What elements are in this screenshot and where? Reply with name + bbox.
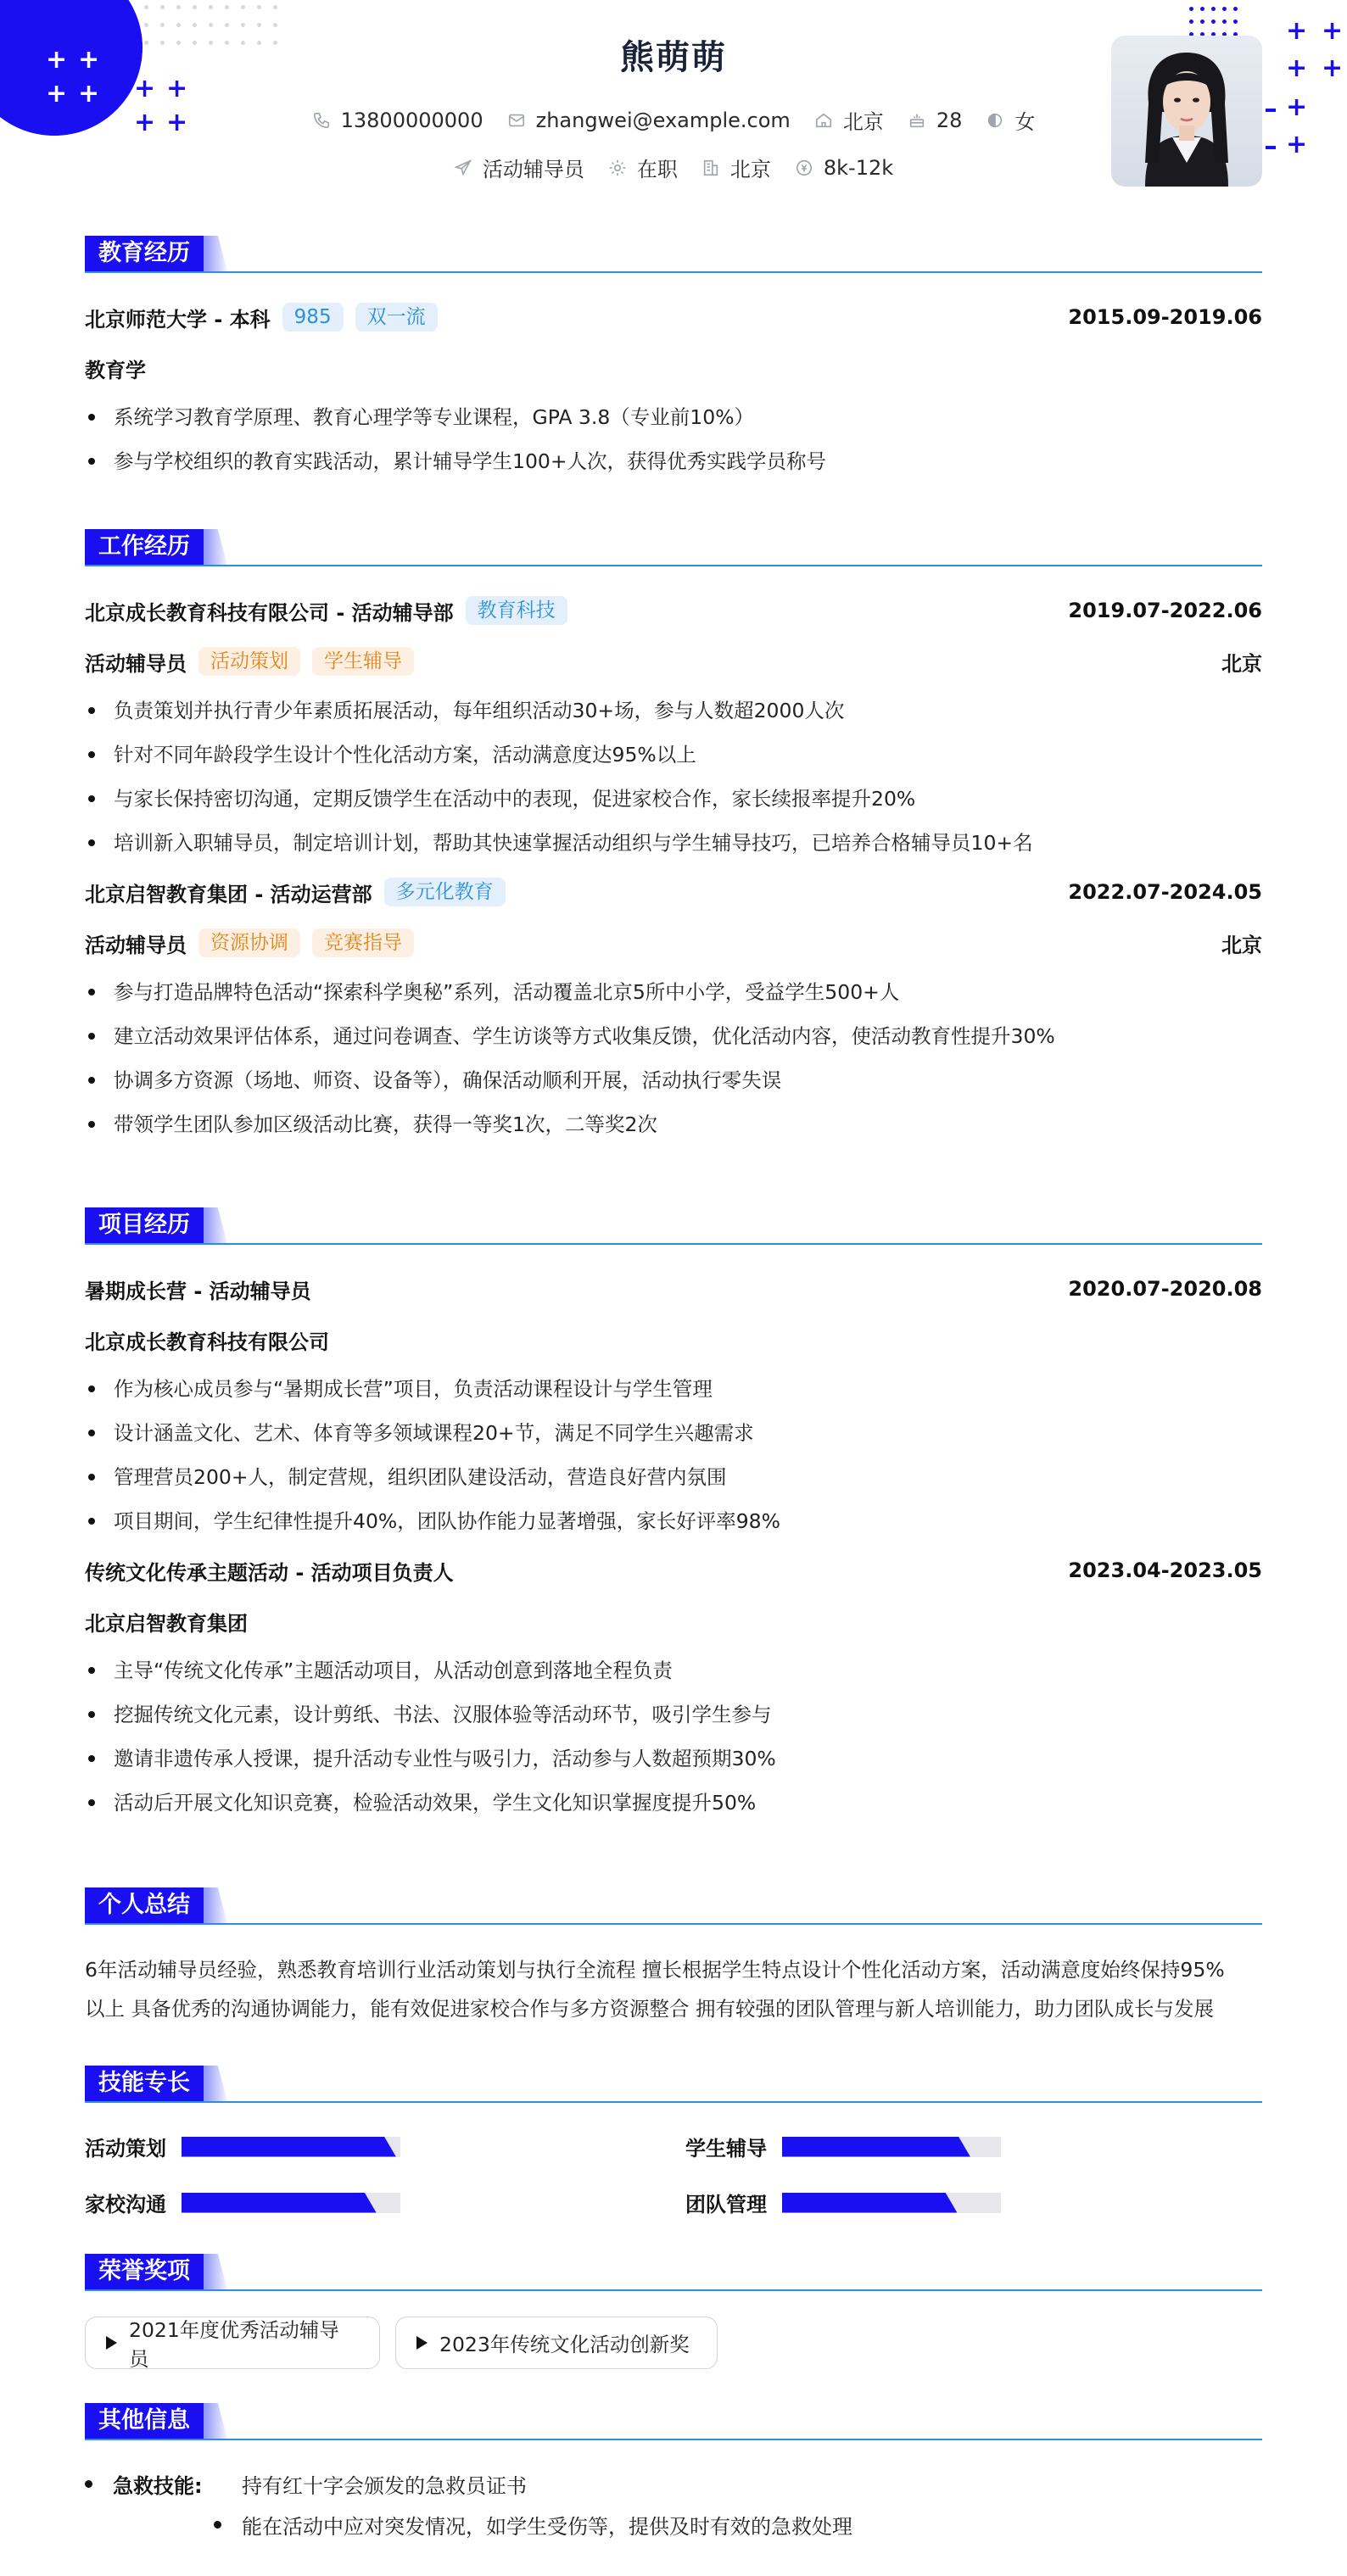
skill-name: 家校沟通 bbox=[85, 2193, 166, 2216]
dot-decoration bbox=[160, 5, 165, 9]
section-divider bbox=[85, 271, 1262, 273]
bullet-dot bbox=[214, 2521, 221, 2529]
dash-decoration bbox=[1266, 146, 1276, 149]
list-item: 针对不同年龄段学生设计个性化活动方案，活动满意度达95%以上 bbox=[85, 733, 1262, 777]
job-period: 2022.07-2024.05 bbox=[1068, 880, 1262, 904]
other-info-value: 持有红十字会颁发的急救员证书 bbox=[242, 2474, 527, 2498]
company-name: 北京启智教育集团 - 活动运营部 bbox=[85, 882, 372, 906]
list-item: 负责策划并执行青少年素质拓展活动，每年组织活动30+场，参与人数超2000人次 bbox=[85, 689, 1262, 733]
job-location: 北京 bbox=[1221, 933, 1262, 957]
play-icon bbox=[106, 2336, 117, 2350]
award-item bbox=[85, 2317, 380, 2369]
award-item bbox=[395, 2317, 718, 2369]
list-item: 带领学生团队参加区级活动比赛，获得一等奖1次，二等奖2次 bbox=[85, 1102, 1262, 1146]
profile-photo bbox=[1111, 36, 1262, 187]
job-details bbox=[85, 689, 1262, 865]
dot-decoration bbox=[241, 23, 245, 27]
job-role: 活动辅导员 bbox=[85, 651, 187, 676]
section-title-tail bbox=[204, 2066, 227, 2101]
dot-decoration bbox=[1233, 7, 1238, 11]
list-item: 建立活动效果评估体系，通过问卷调查、学生访谈等方式收集反馈，优化活动内容，使活动教育性提升30% bbox=[85, 1014, 1262, 1058]
project-name: 暑期成长营 - 活动辅导员 bbox=[85, 1279, 311, 1303]
section-title: 技能专长 bbox=[85, 2066, 204, 2101]
dot-decoration bbox=[1222, 7, 1227, 11]
gear-icon bbox=[608, 159, 627, 177]
other-info-key: 急救技能: bbox=[113, 2474, 203, 2498]
dot-decoration bbox=[257, 5, 261, 9]
phone-text: 13800000000 bbox=[340, 108, 483, 132]
section-title-tail bbox=[204, 1887, 227, 1923]
status-text: 在职 bbox=[636, 158, 678, 181]
plus-decoration: + bbox=[1286, 92, 1308, 122]
section-title: 荣誉奖项 bbox=[85, 2254, 204, 2289]
dot-decoration bbox=[193, 5, 197, 9]
skill-name: 学生辅导 bbox=[685, 2137, 767, 2161]
dot-decoration bbox=[1211, 20, 1216, 24]
section-title-tail bbox=[204, 236, 227, 271]
skill-bar bbox=[182, 2193, 400, 2213]
skill-bar-fill bbox=[182, 2137, 396, 2157]
plus-decoration: + bbox=[134, 74, 156, 103]
section-title-tail bbox=[204, 2254, 227, 2289]
phone-icon bbox=[312, 111, 331, 130]
dot-decoration bbox=[1211, 7, 1216, 11]
summary-line: 以上 具备优秀的沟通协调能力，能有效促进家校合作与多方资源整合 拥有较强的团队管理与新人培训能力，助力团队成长与发展 bbox=[85, 1997, 1214, 2021]
dot-decoration bbox=[160, 23, 165, 27]
email-text: zhangwei@example.com bbox=[535, 108, 791, 132]
list-item: 培训新入职辅导员，制定培训计划，帮助其快速掌握活动组织与学生辅导技巧，已培养合格辅导员10+名 bbox=[85, 821, 1262, 865]
section-header bbox=[85, 1887, 1262, 1925]
target-city-info bbox=[701, 153, 771, 182]
list-item: 与家长保持密切沟通，定期反馈学生在活动中的表现，促进家校合作，家长续报率提升20% bbox=[85, 777, 1262, 821]
list-item: 活动后开展文化知识竞赛，检验活动效果，学生文化知识掌握度提升50% bbox=[85, 1781, 1262, 1825]
job-role-row bbox=[85, 646, 1262, 677]
summary-section bbox=[85, 1887, 1262, 2028]
skill-bar-fill bbox=[782, 2193, 957, 2213]
project-org: 北京启智教育集团 bbox=[85, 1611, 248, 1636]
company-name: 北京成长教育科技有限公司 - 活动辅导部 bbox=[85, 600, 454, 625]
mail-icon bbox=[507, 111, 526, 130]
section-title: 工作经历 bbox=[85, 529, 204, 565]
other-info-row bbox=[214, 2510, 852, 2540]
role-tag: 活动策划 bbox=[198, 647, 300, 676]
skill-bar bbox=[782, 2137, 1001, 2157]
section-divider bbox=[85, 1923, 1262, 1925]
section-title-tail bbox=[204, 529, 227, 565]
job-details bbox=[85, 970, 1262, 1146]
section-header bbox=[85, 236, 1262, 273]
gender-text: 女 bbox=[1014, 110, 1036, 134]
job-role-row bbox=[85, 928, 1262, 958]
project-entry-header bbox=[85, 1274, 1262, 1304]
project-org-row bbox=[85, 1324, 1262, 1355]
dot-decoration bbox=[1222, 20, 1227, 24]
other-section bbox=[85, 2403, 1262, 2547]
plus-decoration: + bbox=[1286, 53, 1308, 83]
section-divider bbox=[85, 2101, 1262, 2103]
dot-decoration bbox=[176, 5, 181, 9]
dot-decoration bbox=[1200, 20, 1204, 24]
email-info bbox=[507, 109, 791, 132]
list-item: 挖掘传统文化元素，设计剪纸、书法、汉服体验等活动环节，吸引学生参与 bbox=[85, 1692, 1262, 1737]
section-title-tail bbox=[204, 1207, 227, 1243]
dot-decoration bbox=[1189, 7, 1193, 11]
section-header bbox=[85, 2403, 1262, 2440]
city-text: 北京 bbox=[842, 110, 884, 134]
section-divider bbox=[85, 565, 1262, 566]
dot-decoration bbox=[1233, 20, 1238, 24]
section-header bbox=[85, 2066, 1262, 2103]
role-tag: 资源协调 bbox=[198, 928, 300, 957]
project-org-row bbox=[85, 1606, 1262, 1636]
list-item: 邀请非遗传承人授课，提升活动专业性与吸引力，活动参与人数超预期30% bbox=[85, 1737, 1262, 1781]
education-section bbox=[85, 236, 1262, 483]
dot-decoration bbox=[273, 23, 277, 27]
project-org: 北京成长教育科技有限公司 bbox=[85, 1330, 329, 1354]
awards-section bbox=[85, 2254, 1262, 2372]
skill-bar bbox=[782, 2193, 1001, 2213]
section-header bbox=[85, 529, 1262, 566]
age-text: 28 bbox=[936, 108, 963, 132]
coin-icon bbox=[795, 159, 813, 177]
dot-decoration bbox=[209, 5, 213, 9]
plus-decoration: + bbox=[46, 45, 68, 75]
skill-name: 活动策划 bbox=[85, 2137, 166, 2161]
skill-item bbox=[85, 2188, 400, 2217]
dot-decoration bbox=[144, 5, 148, 9]
gender-info bbox=[986, 105, 1035, 135]
section-title: 教育经历 bbox=[85, 236, 204, 271]
list-item: 协调多方资源（场地、师资、设备等），确保活动顺利开展，活动执行零失误 bbox=[85, 1058, 1262, 1102]
project-name: 传统文化传承主题活动 - 活动项目负责人 bbox=[85, 1560, 454, 1585]
plus-decoration: + bbox=[1322, 53, 1344, 83]
role-tag: 学生辅导 bbox=[312, 647, 414, 676]
job-entry-header bbox=[85, 877, 1262, 907]
projects-section bbox=[85, 1207, 1262, 1825]
section-header bbox=[85, 1207, 1262, 1245]
status-info bbox=[608, 153, 678, 182]
dot-decoration bbox=[225, 5, 229, 9]
company-tag: 多元化教育 bbox=[384, 878, 506, 906]
other-info-row bbox=[85, 2469, 527, 2499]
send-icon bbox=[454, 159, 472, 177]
home-icon bbox=[814, 111, 833, 130]
phone-info bbox=[312, 109, 483, 132]
age-info bbox=[908, 109, 963, 132]
major-name: 教育学 bbox=[85, 358, 146, 382]
list-item: 设计涵盖文化、艺术、体育等多领域课程20+节，满足不同学生兴趣需求 bbox=[85, 1411, 1262, 1455]
school-tag: 双一流 bbox=[355, 303, 438, 332]
plus-decoration: + bbox=[1322, 16, 1344, 46]
dot-decoration bbox=[176, 23, 181, 27]
dot-decoration bbox=[144, 23, 148, 27]
section-divider bbox=[85, 2439, 1262, 2440]
list-item: 作为核心成员参与“暑期成长营”项目，负责活动课程设计与学生管理 bbox=[85, 1367, 1262, 1411]
work-section bbox=[85, 529, 1262, 1146]
section-title: 项目经历 bbox=[85, 1207, 204, 1243]
section-title: 个人总结 bbox=[85, 1887, 204, 1923]
list-item: 主导“传统文化传承”主题活动项目，从活动创意到落地全程负责 bbox=[85, 1648, 1262, 1692]
list-item: 项目期间，学生纪律性提升40%，团队协作能力显著增强，家长好评率98% bbox=[85, 1499, 1262, 1543]
plus-decoration: + bbox=[78, 79, 100, 109]
project-entry-header bbox=[85, 1555, 1262, 1586]
dot-decoration bbox=[241, 5, 245, 9]
award-name: 2023年传统文化活动创新奖 bbox=[439, 2333, 690, 2356]
skill-item bbox=[685, 2132, 1001, 2161]
list-item: 参与打造品牌特色活动“探索科学奥秘”系列，活动覆盖北京5所中小学，受益学生500+人 bbox=[85, 970, 1262, 1014]
dot-decoration bbox=[225, 23, 229, 27]
job-period: 2019.07-2022.06 bbox=[1068, 599, 1262, 622]
skill-item bbox=[85, 2132, 400, 2161]
award-name: 2021年度优秀活动辅导员 bbox=[129, 2318, 339, 2371]
position-text: 活动辅导员 bbox=[482, 158, 584, 181]
plus-decoration: + bbox=[166, 108, 188, 137]
project-details bbox=[85, 1648, 1262, 1825]
plus-decoration: + bbox=[134, 108, 156, 137]
list-item: 参与学校组织的教育实践活动，累计辅导学生100+人次，获得优秀实践学员称号 bbox=[85, 439, 1262, 483]
school-name: 北京师范大学 - 本科 bbox=[85, 307, 271, 332]
dot-decoration bbox=[257, 23, 261, 27]
list-item: 管理营员200+人，制定营规，组织团队建设活动，营造良好营内氛围 bbox=[85, 1455, 1262, 1499]
section-title-tail bbox=[204, 2403, 227, 2439]
job-entry-header bbox=[85, 595, 1262, 626]
project-period: 2020.07-2020.08 bbox=[1068, 1277, 1262, 1301]
education-details bbox=[85, 395, 1262, 483]
education-entry-header bbox=[85, 302, 1262, 332]
skills-section bbox=[85, 2066, 1262, 2216]
skill-name: 团队管理 bbox=[685, 2193, 767, 2216]
plus-decoration: + bbox=[1286, 130, 1308, 159]
candidate-name: 熊萌萌 bbox=[620, 38, 727, 77]
salary-text: 8k-12k bbox=[823, 155, 894, 180]
plus-decoration: + bbox=[166, 74, 188, 103]
role-tag: 竞赛指导 bbox=[312, 928, 414, 957]
skill-bar-fill bbox=[782, 2137, 970, 2157]
cake-icon bbox=[908, 111, 926, 130]
major-row bbox=[85, 353, 1262, 383]
dot-decoration bbox=[1189, 20, 1193, 24]
dot-decoration bbox=[1200, 7, 1204, 11]
skill-item bbox=[685, 2188, 1001, 2217]
plus-decoration: + bbox=[46, 79, 68, 109]
gender-icon bbox=[986, 111, 1004, 130]
project-details bbox=[85, 1367, 1262, 1543]
education-period: 2015.09-2019.06 bbox=[1068, 305, 1262, 329]
building-icon bbox=[701, 159, 720, 177]
play-icon bbox=[416, 2336, 428, 2350]
project-period: 2023.04-2023.05 bbox=[1068, 1558, 1262, 1582]
salary-info bbox=[795, 156, 893, 180]
other-info-value: 能在活动中应对突发情况，如学生受伤等，提供及时有效的急救处理 bbox=[242, 2515, 852, 2539]
section-header bbox=[85, 2254, 1262, 2291]
company-tag: 教育科技 bbox=[466, 596, 567, 625]
plus-decoration: + bbox=[78, 45, 100, 75]
job-role: 活动辅导员 bbox=[85, 933, 187, 957]
dot-decoration bbox=[273, 5, 277, 9]
job-location: 北京 bbox=[1221, 651, 1262, 676]
section-divider bbox=[85, 2289, 1262, 2291]
city-info bbox=[814, 105, 884, 135]
plus-decoration: + bbox=[1286, 16, 1308, 46]
bullet-dot bbox=[85, 2480, 92, 2488]
school-tag: 985 bbox=[282, 303, 344, 332]
dot-decoration bbox=[193, 23, 197, 27]
summary-line: 6年活动辅导员经验，熟悉教育培训行业活动策划与执行全流程 擅长根据学生特点设计个性化活动方案，活动满意度始终保持95% bbox=[85, 1958, 1225, 1982]
list-item: 系统学习教育学原理、教育心理学等专业课程，GPA 3.8（专业前10%） bbox=[85, 395, 1262, 439]
dot-decoration bbox=[209, 23, 213, 27]
target-city-text: 北京 bbox=[729, 158, 771, 181]
section-title: 其他信息 bbox=[85, 2403, 204, 2439]
skill-bar-fill bbox=[182, 2193, 377, 2213]
position-info bbox=[454, 153, 584, 182]
skill-bar bbox=[182, 2137, 400, 2157]
section-divider bbox=[85, 1243, 1262, 1245]
